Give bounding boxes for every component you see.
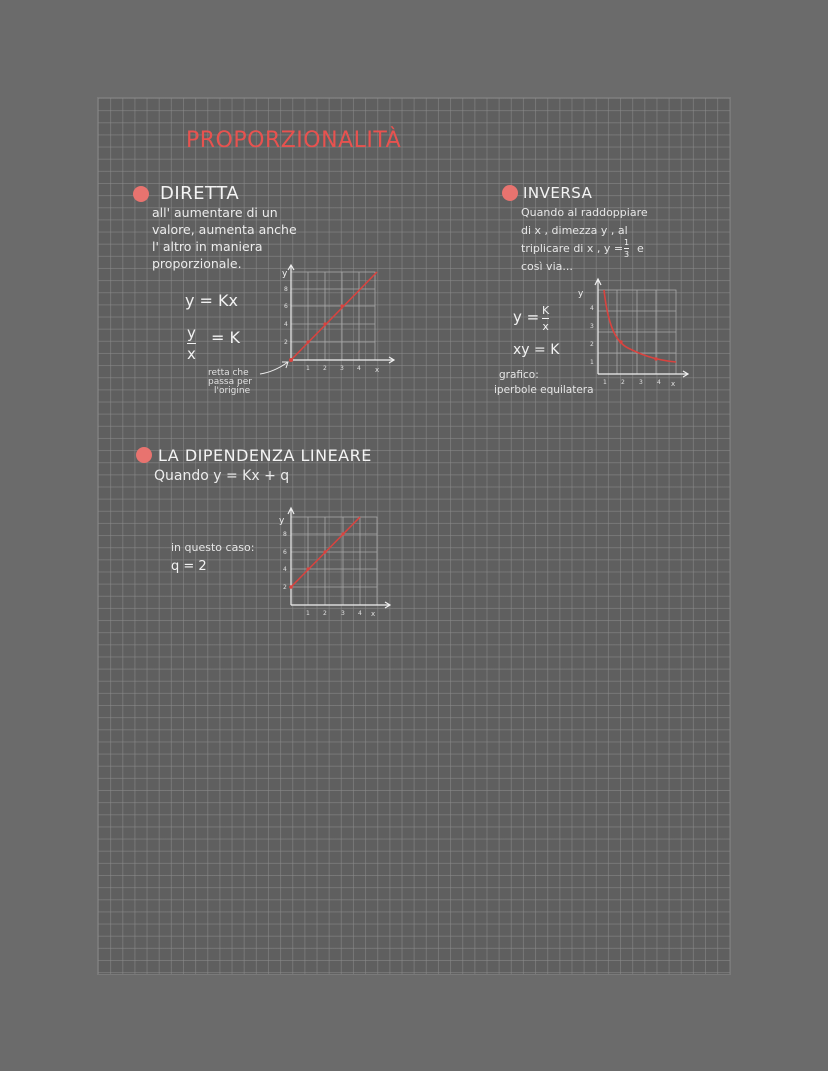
fraction-denominator: x [187,345,196,364]
x-tick-label: 1 [306,365,310,372]
x-tick-label: 3 [639,379,643,386]
fraction-y-over-x [187,324,196,363]
inversa-text-line: triplicare di x , y = [521,242,624,255]
fraction-bar [542,318,549,319]
data-point [654,357,657,360]
x-tick-label: 4 [358,610,362,617]
linear-dependence-graph [276,505,401,623]
inversa-text-end: e [637,242,644,255]
diretta-text-line: valore, aumenta anche [152,222,297,237]
fraction-bar [624,248,629,249]
y-tick-label: 1 [590,359,594,366]
inversa-text-line: così via... [521,260,573,273]
y-tick-label: 2 [283,584,287,591]
graph-grid [598,290,676,374]
fraction-denominator: x [542,320,549,334]
x-tick-label: 1 [306,610,310,617]
x-tick-label: 3 [341,610,345,617]
y-tick-label: 8 [283,531,287,538]
origin-point [289,358,293,362]
y-tick-label: 2 [284,339,288,346]
diretta-text-line: proporzionale. [152,256,242,271]
x-tick-label: 1 [603,379,607,386]
y-tick-label: 4 [590,305,594,312]
note-line: retta che [208,368,249,378]
diretta-text-line: l' altro in maniera [152,239,263,254]
y-tick-label: 6 [284,303,288,310]
x-axis-label: x [671,380,676,388]
x-tick-label: 4 [357,365,361,372]
x-tick-label: 3 [340,365,344,372]
note-line: passa per [208,377,252,387]
case-line: q = 2 [171,559,207,574]
data-point [340,304,343,307]
fraction-numerator: y [187,324,196,342]
bullet-dot [133,186,149,202]
x-tick-label: 4 [657,379,661,386]
y-tick-label: 2 [590,341,594,348]
data-point [306,340,309,343]
data-point [323,322,326,325]
graph-grid [291,517,377,605]
proportion-line [291,272,377,360]
direct-proportion-graph [276,262,406,382]
data-point [323,550,326,553]
formula-xy-k: xy = K [513,342,560,358]
diretta-heading: DIRETTA [160,183,240,204]
y-tick-label: 4 [284,321,288,328]
lineare-heading: LA DIPENDENZA LINEARE [158,446,372,465]
bullet-dot [136,447,152,463]
fraction-denominator: 3 [624,250,630,260]
formula-y-equals: y = [513,308,540,326]
data-point [341,532,344,535]
y-tick-label: 6 [283,549,287,556]
data-point [306,567,309,570]
intercept-point [289,585,293,589]
x-tick-label: 2 [323,610,327,617]
lineare-formula: Quando y = Kx + q [154,468,290,484]
fraction-numerator: 1 [624,238,630,247]
y-tick-label: 3 [590,323,594,330]
inversa-text-line: Quando al raddoppiare [521,206,648,219]
x-tick-label: 2 [323,365,327,372]
inversa-text-line: di x , dimezza y , al [521,224,628,237]
y-tick-label: 8 [284,286,288,293]
x-axis-label: x [375,366,380,374]
fraction-numerator: K [542,304,550,317]
x-axis-label: x [371,610,376,618]
inversa-heading: INVERSA [523,184,593,202]
data-point [619,340,622,343]
inverse-proportion-graph [578,276,694,391]
y-axis-label: y [282,269,288,279]
x-tick-label: 2 [621,379,625,386]
formula-equals-k: = K [211,328,240,347]
hyperbola-curve [604,290,676,362]
case-line: in questo caso: [171,541,255,554]
note-line: l'origine [214,386,251,396]
y-axis-label: y [279,516,285,526]
y-tick-label: 4 [283,566,287,573]
graph-caption: grafico: [499,369,539,381]
graph-caption: iperbole equilatera [494,384,594,396]
diretta-text-line: all' aumentare di un [152,205,278,220]
fraction-one-third [624,238,629,259]
bullet-dot [502,185,518,201]
y-axis-label: y [578,289,584,299]
fraction-bar [187,343,196,344]
fraction-k-over-x [542,304,549,333]
formula-y-kx: y = Kx [185,291,239,310]
page-title: PROPORZIONALITÀ [186,128,402,153]
